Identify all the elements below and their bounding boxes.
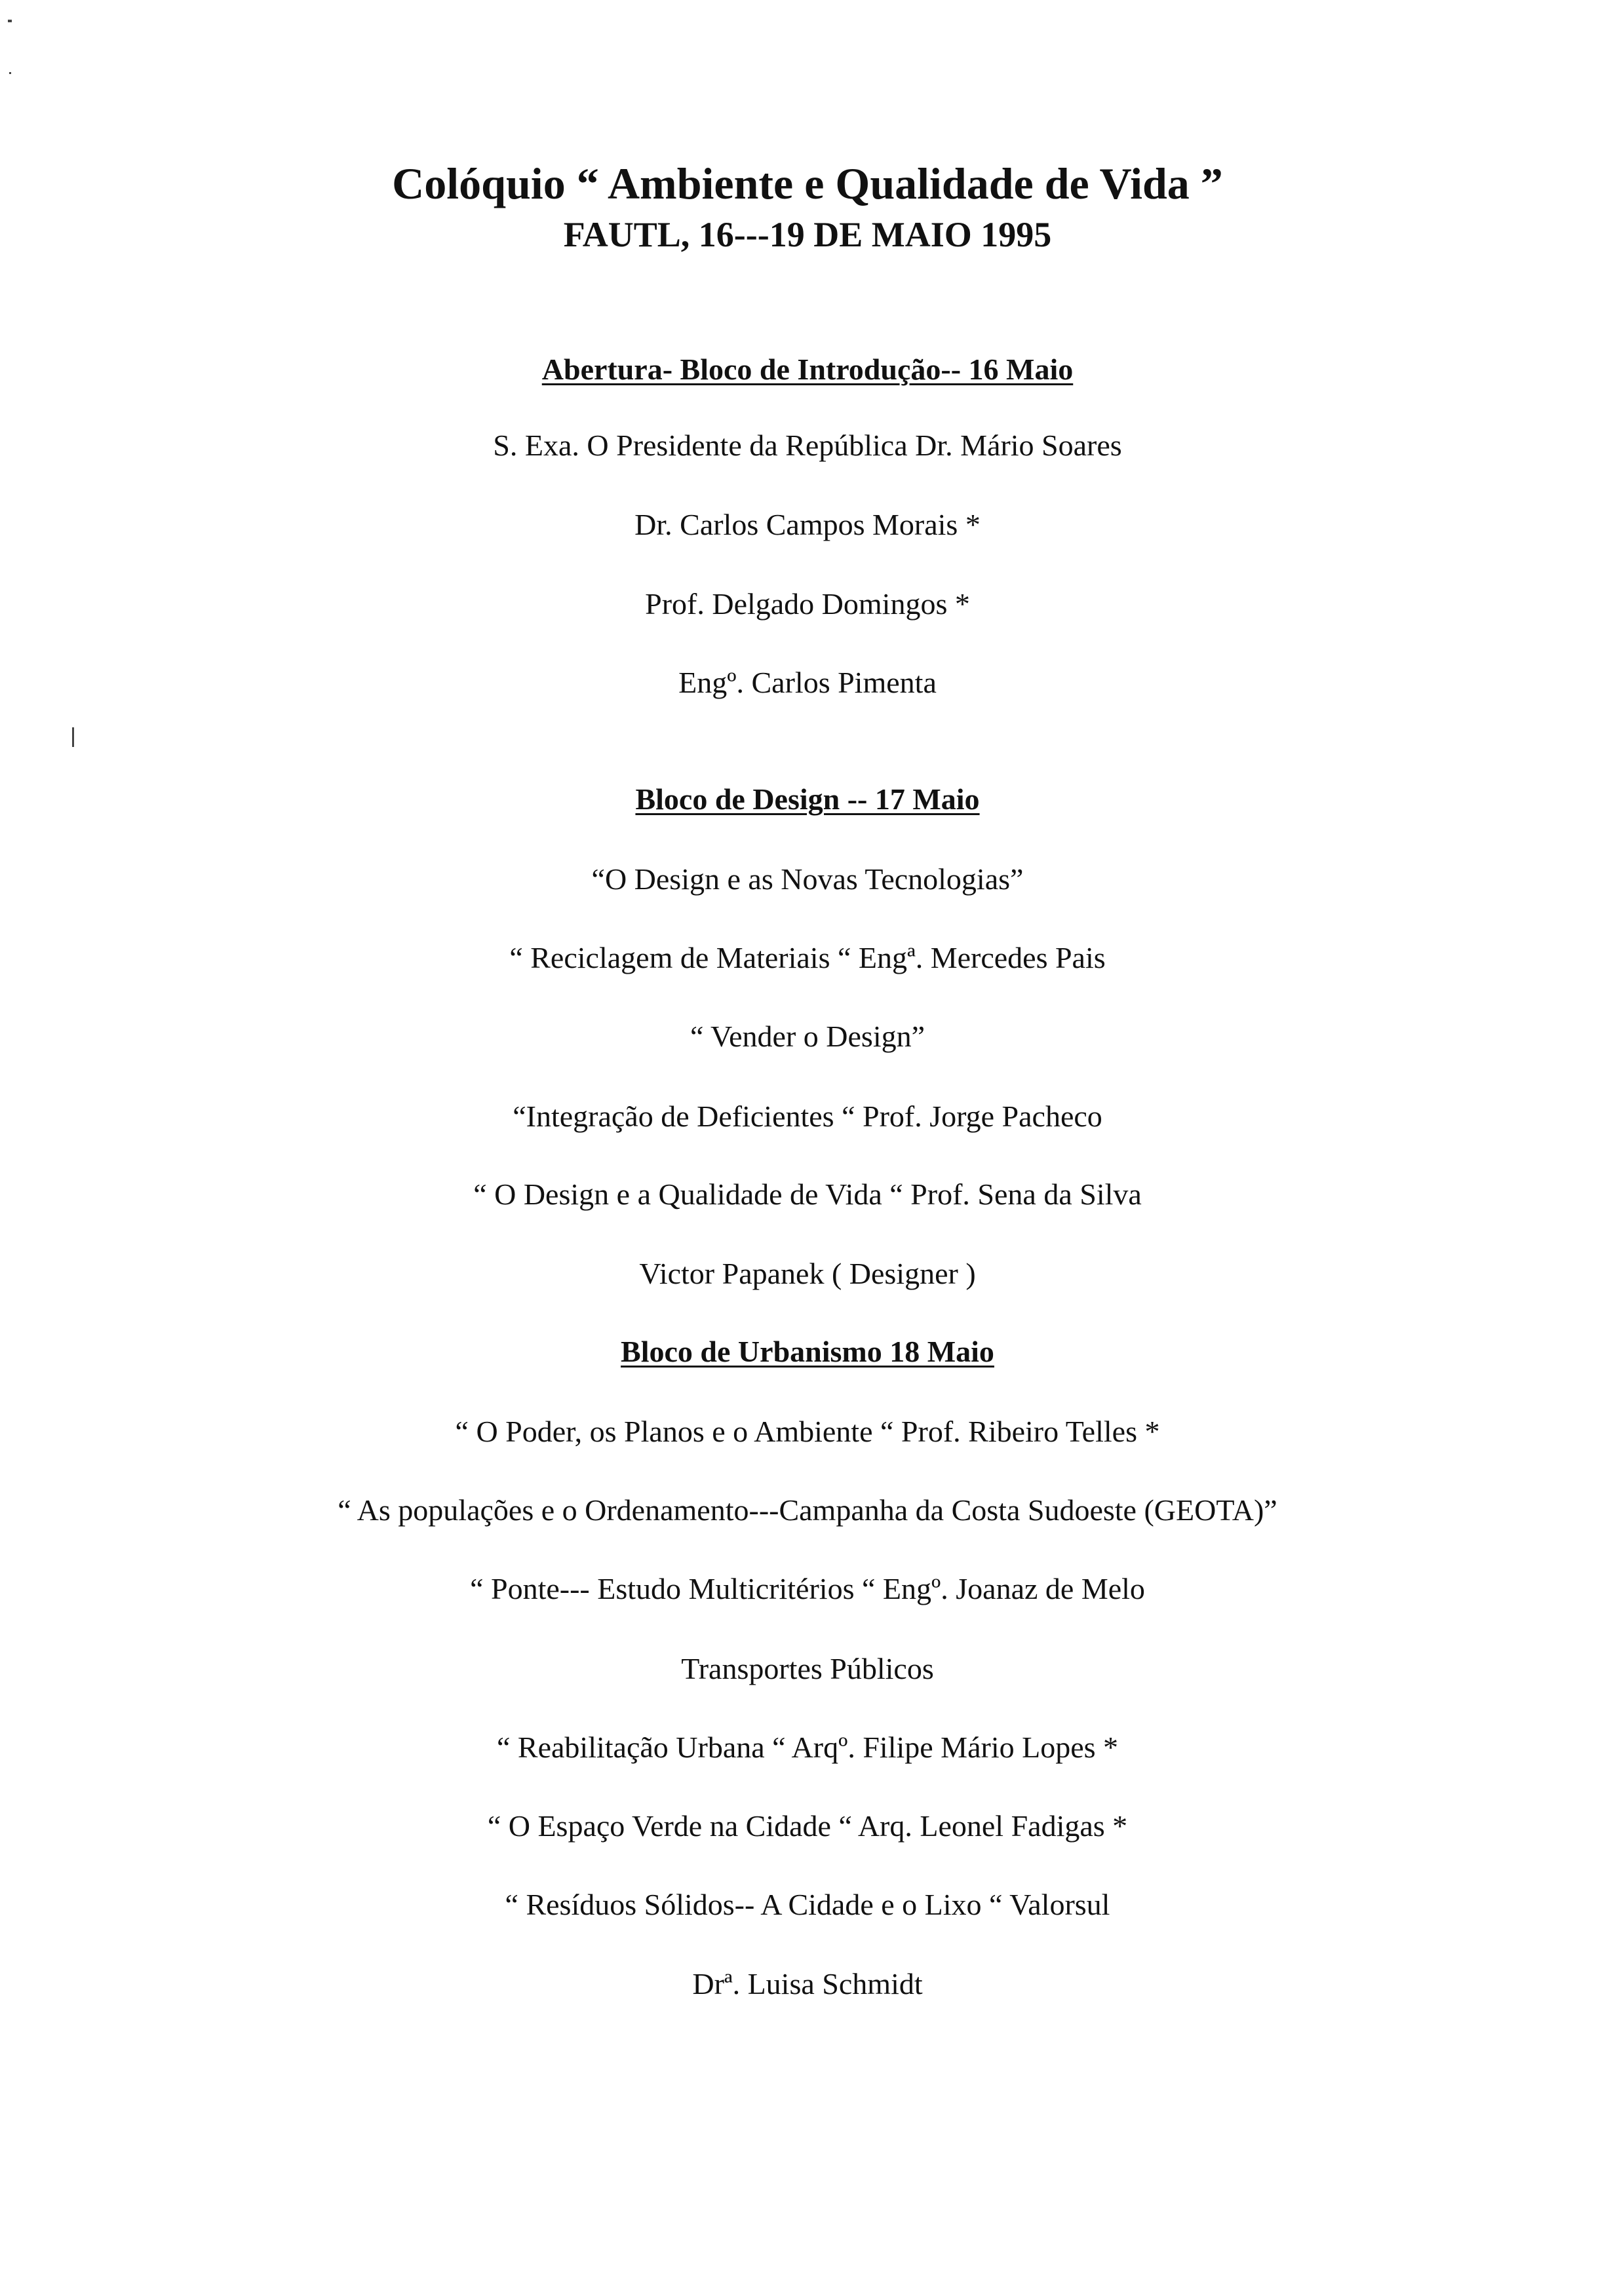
page-title: Colóquio “ Ambiente e Qualidade de Vida ” (392, 159, 1223, 208)
program-item: “Integração de Deficientes “ Prof. Jorge Pacheco (513, 1100, 1102, 1133)
program-item: “ As populações e o Ordenamento---Campanha da Costa Sudoeste (GEOTA)” (338, 1493, 1277, 1527)
program-item: Dr. Carlos Campos Morais * (634, 508, 981, 541)
section-heading-design: Bloco de Design -- 17 Maio (635, 782, 980, 816)
scan-mark (8, 20, 12, 22)
program-item: Engº. Carlos Pimenta (678, 666, 937, 699)
section-heading-urbanism: Bloco de Urbanismo 18 Maio (621, 1335, 994, 1368)
program-item: “ Reabilitação Urbana “ Arqº. Filipe Mário Lopes * (496, 1731, 1119, 1764)
program-item: “ Reciclagem de Materiais “ Engª. Mercedes Pais (509, 941, 1106, 974)
program-item: “ O Espaço Verde na Cidade “ Arq. Leonel Fadigas * (487, 1809, 1128, 1843)
program-item: Victor Papanek ( Designer ) (639, 1257, 976, 1290)
page-subtitle: FAUTL, 16---19 DE MAIO 1995 (563, 215, 1052, 254)
program-item: Prof. Delgado Domingos * (645, 587, 970, 621)
program-item: S. Exa. O Presidente da República Dr. Mário Soares (493, 429, 1122, 462)
section-heading-opening: Abertura- Bloco de Introdução-- 16 Maio (541, 353, 1074, 386)
scan-mark (9, 72, 11, 74)
program-item: “ O Design e a Qualidade de Vida “ Prof. Sena da Silva (473, 1177, 1142, 1211)
program-item: “ Resíduos Sólidos-- A Cidade e o Lixo “ Valorsul (505, 1888, 1110, 1921)
program-item: “ Vender o Design” (690, 1020, 925, 1053)
scan-mark (72, 727, 74, 747)
program-item: “O Design e as Novas Tecnologias” (591, 862, 1024, 896)
program-item: Drª. Luisa Schmidt (692, 1967, 923, 2000)
program-item: “ Ponte--- Estudo Multicritérios “ Engº. Joanaz de Melo (470, 1572, 1145, 1605)
program-item: “ O Poder, os Planos e o Ambiente “ Prof. Ribeiro Telles * (455, 1415, 1160, 1448)
program-item: Transportes Públicos (681, 1652, 934, 1685)
